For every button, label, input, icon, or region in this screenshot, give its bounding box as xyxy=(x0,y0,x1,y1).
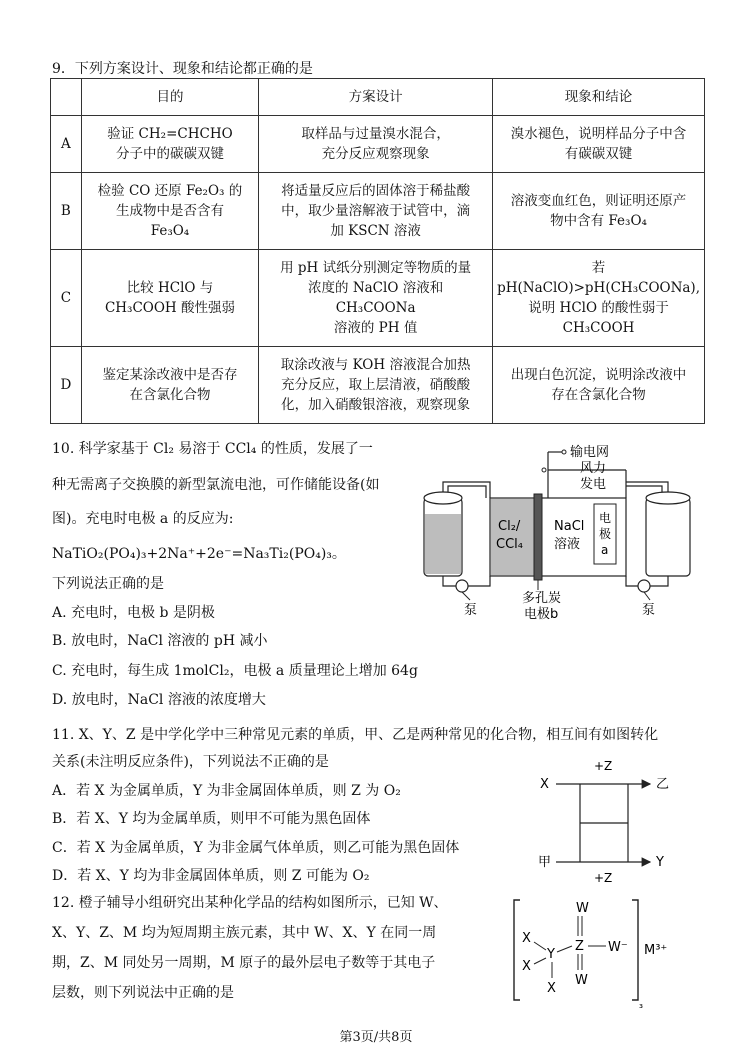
table-header-row xyxy=(51,79,705,116)
grid-label: 输电网 xyxy=(570,445,610,460)
mid-label-2: 溶液 xyxy=(554,537,581,552)
left-bracket xyxy=(514,900,520,1000)
left-tank-liquid xyxy=(425,514,461,574)
cell-line: 比较 HClO 与 xyxy=(126,280,214,296)
right-bracket xyxy=(632,900,638,1000)
carbon-label-2: 电极b xyxy=(524,607,559,622)
atom-x-2: X xyxy=(522,959,531,974)
row-label: D xyxy=(51,347,82,424)
cell-design xyxy=(259,116,493,173)
cell-line: 充分反应，取上层清液，硝酸酸 xyxy=(281,377,471,393)
q10-line: 种无需离子交换膜的新型氯流电池，可作储能设备(如 xyxy=(52,477,380,493)
cell-line: 取样品与过量溴水混合， xyxy=(301,126,450,142)
q11-line: 11. X、Y、Z 是中学化学中三种常见元素的单质，甲、乙是两种常见的化合物，相互间有如图转化 xyxy=(52,727,659,743)
cell-line: 验证 CH₂=CHCHO xyxy=(107,126,233,142)
cell-purpose xyxy=(81,250,258,347)
elec-label-1: 电 xyxy=(599,511,612,525)
node-yi: 乙 xyxy=(656,777,670,792)
q11-option: B．若 X、Y 均为金属单质，则甲不可能为黑色固体 xyxy=(52,811,371,827)
cell-result xyxy=(493,250,705,347)
z-top-label: +Z xyxy=(594,759,613,773)
cell-line: 说明 HClO 的酸性弱于 xyxy=(528,300,669,316)
cell-line: 分子中的碳碳双键 xyxy=(115,146,224,162)
cell-line: 加 KSCN 溶液 xyxy=(330,223,421,239)
wind-label-2: 发电 xyxy=(580,477,607,492)
elec-label-2: 极 xyxy=(599,527,612,541)
q10-option: B. 放电时，NaCl 溶液的 pH 减小 xyxy=(52,633,268,649)
mid-label-1: NaCl xyxy=(554,519,585,534)
cell-line: 溶液的 PH 值 xyxy=(333,320,418,336)
cell-line: 检验 CO 还原 Fe₂O₃ 的 xyxy=(97,183,243,199)
pump-right-icon xyxy=(638,580,650,592)
q10-line: 图)。充电时电极 a 的反应为: xyxy=(52,511,234,527)
atom-z: Z xyxy=(575,939,584,954)
cell-line: 溶液变血红色，则证明还原产 xyxy=(510,193,687,209)
table-header xyxy=(51,79,82,116)
table-header: 方案设计 xyxy=(259,79,493,116)
q9-table xyxy=(50,78,705,424)
cell-result xyxy=(493,173,705,250)
q12-line: 期，Z、M 同处另一周期，M 原子的最外层电子数等于其电子 xyxy=(52,955,436,971)
structure-diagram xyxy=(506,896,706,1008)
porous-carbon-electrode xyxy=(534,494,542,580)
q10-line: 下列说法正确的是 xyxy=(52,576,164,592)
cell-line: 出现白色沉淀，说明涂改液中 xyxy=(510,367,687,383)
cell-result xyxy=(493,347,705,424)
atom-y: Y xyxy=(547,947,555,962)
subscript-3: ₃ xyxy=(639,1000,644,1008)
q12-line: X、Y、Z、M 均为短周期主族元素，其中 W、X、Y 在同一周 xyxy=(52,925,437,941)
cell-line: 充分反应观察现象 xyxy=(321,146,430,162)
z-bottom-label: +Z xyxy=(594,871,613,885)
cell-line: 浓度的 NaClO 溶液和 xyxy=(308,280,444,296)
row-label: A xyxy=(51,116,82,173)
cell-result xyxy=(493,116,705,173)
q9-stem: 9．下列方案设计、现象和结论都正确的是 xyxy=(52,61,313,77)
cell-purpose xyxy=(81,347,258,424)
atom-w-top: W xyxy=(576,901,589,916)
cell-line: 化，加入硝酸银溶液，观察现象 xyxy=(281,397,471,413)
cell-purpose xyxy=(81,173,258,250)
q10-option: A. 充电时，电极 b 是阴极 xyxy=(52,605,215,621)
q11-option: D．若 X、Y 均为非金属固体单质，则 Z 可能为 O₂ xyxy=(52,868,370,884)
cell-line: pH(NaClO)>pH(CH₃COONa), xyxy=(497,280,700,296)
cell-line: CH₃COONa xyxy=(335,300,416,316)
q11-line: 关系(未注明反应条件)，下列说法不正确的是 xyxy=(52,754,329,770)
atom-w-bottom: W xyxy=(575,973,588,988)
left-label-2: CCl₄ xyxy=(496,537,523,552)
node-x: X xyxy=(540,777,549,792)
pump-left-label: 泵 xyxy=(464,603,478,618)
elec-label-3: a xyxy=(601,543,609,557)
q10-line: 10. 科学家基于 Cl₂ 易溶于 CCl₄ 的性质，发展了一 xyxy=(52,441,373,457)
cell-design xyxy=(259,347,493,424)
carbon-label-1: 多孔炭 xyxy=(522,591,562,606)
cell-line: 用 pH 试纸分别测定等物质的量 xyxy=(280,260,472,276)
cell-design xyxy=(259,173,493,250)
table-row xyxy=(51,173,705,250)
node-jia: 甲 xyxy=(538,855,552,870)
row-label: C xyxy=(51,250,82,347)
table-header: 现象和结论 xyxy=(493,79,705,116)
pump-right-label: 泵 xyxy=(642,603,656,618)
atom-x-1: X xyxy=(522,931,531,946)
pump-left-icon xyxy=(456,580,468,592)
right-tank xyxy=(646,498,690,576)
cell-line: 溴水褪色，说明样品分子中含 xyxy=(510,126,687,142)
node-y: Y xyxy=(656,855,664,870)
table-header: 目的 xyxy=(81,79,258,116)
cell-line: 将适量反应后的固体溶于稀盐酸 xyxy=(281,183,471,199)
cell-design xyxy=(259,250,493,347)
atom-w-right: W⁻ xyxy=(608,940,628,955)
left-label-1: Cl₂/ xyxy=(498,519,521,534)
atom-x-3: X xyxy=(547,981,556,996)
q12-line: 12. 橙子辅导小组研究出某种化学品的结构如图所示，已知 W、 xyxy=(52,895,448,911)
page-footer: 第3页/共8页 xyxy=(339,1030,413,1045)
q11-option: C．若 X 为金属单质，Y 为非金属气体单质，则乙可能为黑色固体 xyxy=(52,840,460,856)
row-label: B xyxy=(51,173,82,250)
table-row xyxy=(51,250,705,347)
cell-line: 在含氯化合物 xyxy=(129,387,211,403)
q10-option: D. 放电时，NaCl 溶液的浓度增大 xyxy=(52,692,266,708)
cell-line: CH₃COOH 酸性强弱 xyxy=(104,300,235,316)
cell-line: 鉴定某涂改液中是否存 xyxy=(102,367,238,383)
cell-line: 有碳碳双键 xyxy=(564,146,633,162)
conversion-diagram xyxy=(534,758,694,888)
cell-line: 物中含有 Fe₃O₄ xyxy=(550,213,647,229)
table-row xyxy=(51,347,705,424)
cell-line: 中，取少量溶解液于试管中，滴 xyxy=(281,203,471,219)
cell-line: 生成物中是否含有 xyxy=(115,203,224,219)
cell-line: CH₃COOH xyxy=(562,320,635,336)
cell-line: 存在含氯化合物 xyxy=(551,387,646,403)
q10-line: NaTiO₂(PO₄)₃+2Na⁺+2e⁻=Na₃Ti₂(PO₄)₃。 xyxy=(52,546,346,562)
table-row xyxy=(51,116,705,173)
wind-label-1: 风力 xyxy=(580,461,607,476)
cell-line: 取涂改液与 KOH 溶液混合加热 xyxy=(280,357,471,373)
cell-line: 若 xyxy=(591,260,606,276)
flow-battery-diagram xyxy=(412,436,712,626)
cation-m: M³⁺ xyxy=(644,943,668,958)
q11-option: A．若 X 为金属单质，Y 为非金属固体单质，则 Z 为 O₂ xyxy=(52,783,401,799)
q10-option: C. 充电时，每生成 1molCl₂，电极 a 质量理论上增加 64g xyxy=(52,663,418,679)
q12-line: 层数，则下列说法中正确的是 xyxy=(52,985,234,1001)
cell-purpose xyxy=(81,116,258,173)
cell-line: Fe₃O₄ xyxy=(150,223,190,239)
